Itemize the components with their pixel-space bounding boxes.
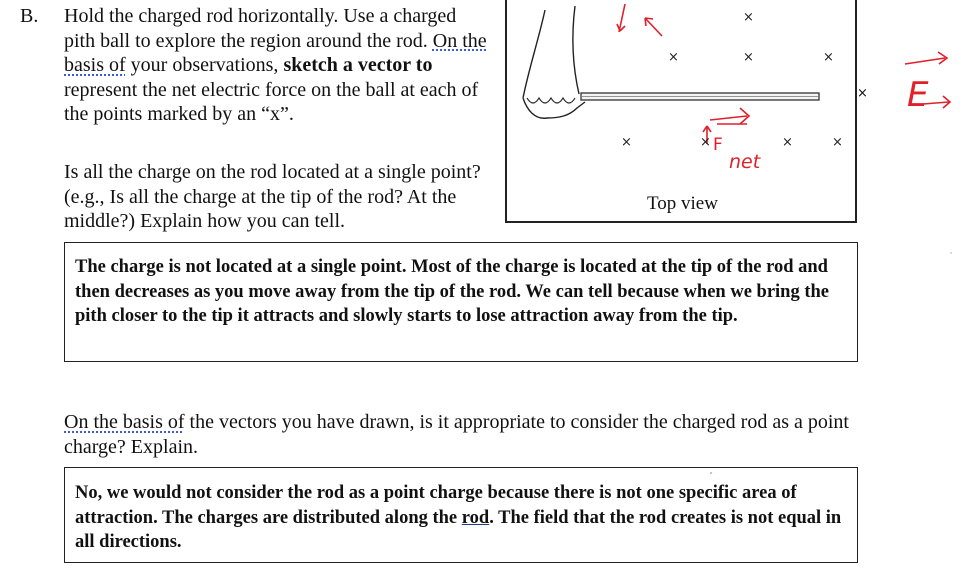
vector-arrow	[645, 18, 662, 36]
on-the-basis-of-link-2[interactable]: On the basis of	[64, 411, 185, 433]
rod-diagram	[505, 0, 857, 223]
force-label: F	[713, 135, 723, 155]
instruction-bold: sketch a vector to	[283, 54, 433, 76]
x-marker: ×	[823, 50, 834, 65]
stray-mark	[950, 252, 952, 254]
question-label: B.	[20, 5, 39, 27]
vector-arrow	[710, 108, 749, 124]
answer2-text: No, we would not consider the rod as a point charge because there is not one specific area of attraction. The charges are distributed along the	[75, 483, 797, 528]
figure-caption: Top view	[647, 193, 718, 214]
question-point-charge-text: the vectors you have drawn, is it appropriate to consider the charged rod as a point charge? Explain.	[64, 411, 849, 458]
x-marker: ×	[743, 50, 754, 65]
x-marker: ×	[743, 10, 754, 25]
answer-box-point-charge[interactable]	[64, 467, 858, 563]
stray-mark	[710, 472, 712, 474]
x-marker: ×	[668, 50, 679, 65]
x-marker: ×	[700, 135, 711, 150]
rod-diagram-drawing	[507, 0, 859, 225]
x-marker: ×	[782, 135, 793, 150]
question-instructions	[64, 4, 489, 127]
x-marker-outside: ×	[857, 86, 868, 101]
e-vector-arrow	[905, 52, 947, 64]
answer2-underlined-word: rod	[461, 507, 490, 528]
instruction-text: Hold the charged rod horizontally. Use a charged pith ball to explore the region around the rod.	[64, 5, 457, 52]
hand-fingers	[527, 98, 575, 103]
question-charge-location: Is all the charge on the rod located at a single point? (e.g., Is all the charge at the tip of the rod? At the middle?) Explain how you can tell.	[64, 161, 481, 232]
sample-points	[621, 10, 843, 150]
x-marker: ×	[621, 135, 632, 150]
x-marker: ×	[832, 135, 843, 150]
field-vector-drawing	[893, 44, 955, 118]
vector-arrow	[617, 4, 625, 32]
instruction-text-end: represent the net electric force on the ball at each of the points marked by an “x”.	[64, 78, 479, 125]
question-point-charge	[64, 410, 864, 459]
e-field-label: E	[907, 75, 929, 115]
answer2-text-end: . The field that the rod creates is not equal in all directions.	[75, 507, 842, 552]
force-vectors	[617, 4, 749, 144]
instruction-text-mid: your observations,	[125, 54, 284, 76]
net-label: net	[729, 151, 761, 173]
on-the-basis-of-link[interactable]: On the basis of	[64, 29, 487, 76]
answer-box-charge-location[interactable]: The charge is not located at a single point. Most of the charge is located at the tip of the rod and then decreases as you move away from the tip of the rod. We can tell because when we bring the pith closer to the tip it attracts and slowly starts to lose attraction away from the tip.	[64, 242, 858, 362]
